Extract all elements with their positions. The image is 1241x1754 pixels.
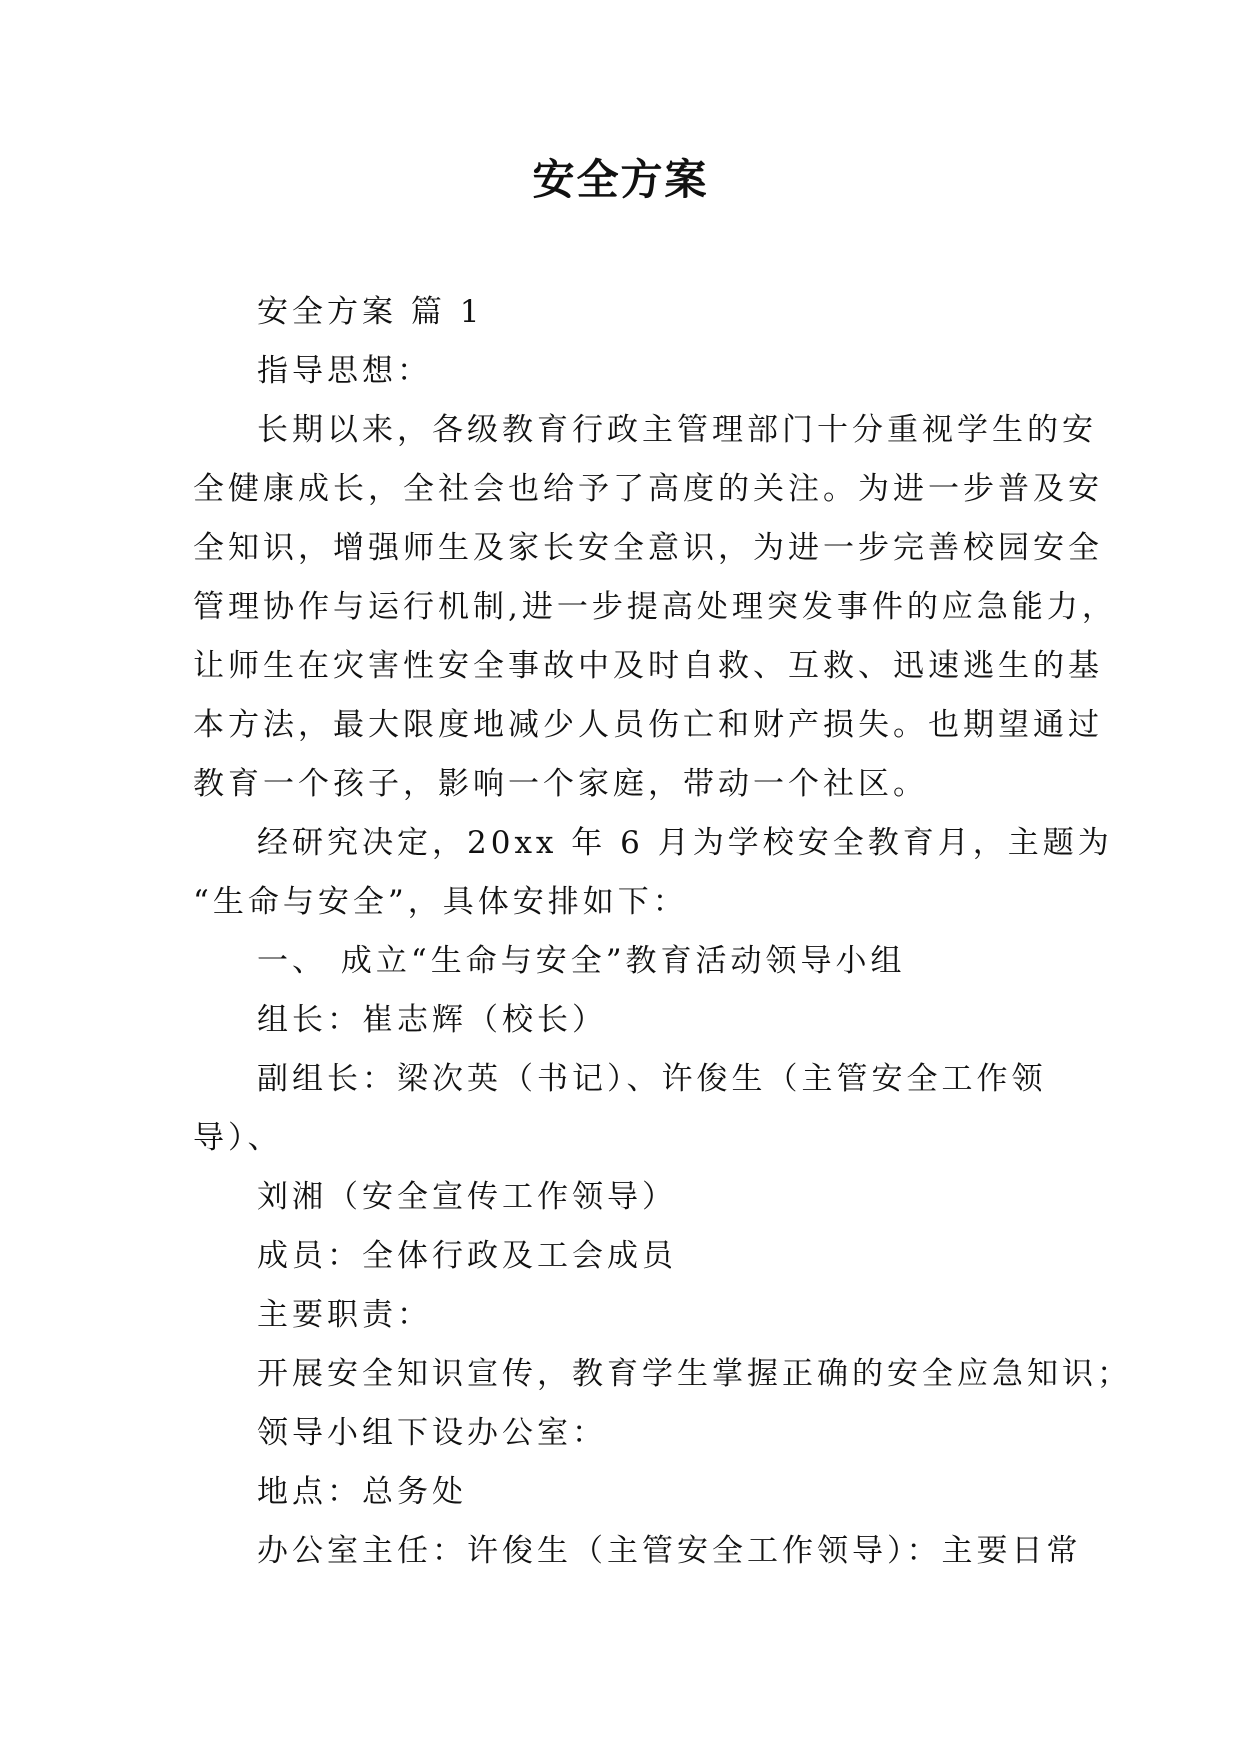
paragraph-line: 教育一个孩子，影响一个家庭，带动一个社区。 [193, 766, 928, 802]
paragraph-line: 刘湘（安全宣传工作领导） [257, 1179, 677, 1215]
paragraph-line: 地点：总务处 [257, 1474, 467, 1510]
paragraph-line: 副组长：梁次英（书记）、许俊生（主管安全工作领 [257, 1061, 1047, 1097]
paragraph-line: 让师生在灾害性安全事故中及时自救、互救、迅速逃生的基 [193, 648, 1103, 684]
paragraph-line: 指导思想： [257, 353, 432, 389]
paragraph-line: 全知识，增强师生及家长安全意识，为进一步完善校园安全 [193, 530, 1103, 566]
paragraph-line: 开展安全知识宣传，教育学生掌握正确的安全应急知识； [257, 1356, 1132, 1392]
paragraph-line: “生命与安全”，具体安排如下： [193, 884, 688, 920]
paragraph-line: 领导小组下设办公室： [257, 1415, 607, 1451]
section-heading: 一、 成立“生命与安全”教育活动领导小组 [257, 943, 906, 979]
paragraph-line: 本方法，最大限度地减少人员伤亡和财产损失。也期望通过 [193, 707, 1103, 743]
paragraph-line: 主要职责： [257, 1297, 432, 1333]
paragraph-line: 全健康成长，全社会也给予了高度的关注。为进一步普及安 [193, 471, 1103, 507]
paragraph-line: 导）、 [193, 1120, 283, 1156]
paragraph-line: 长期以来，各级教育行政主管理部门十分重视学生的安 [257, 412, 1097, 448]
paragraph-line: 组长：崔志辉（校长） [257, 1002, 607, 1038]
paragraph-line: 经研究决定，20xx 年 6 月为学校安全教育月，主题为 [257, 825, 1113, 861]
paragraph-line: 安全方案 篇 1 [257, 294, 484, 330]
paragraph-line: 办公室主任：许俊生（主管安全工作领导）：主要日常 [257, 1533, 1082, 1569]
document-title: 安全方案 [532, 155, 709, 204]
document-body [193, 283, 1132, 1581]
paragraph-line: 成员：全体行政及工会成员 [257, 1238, 677, 1274]
paragraph-line: 管理协作与运行机制,进一步提高处理突发事件的应急能力， [193, 589, 1117, 625]
